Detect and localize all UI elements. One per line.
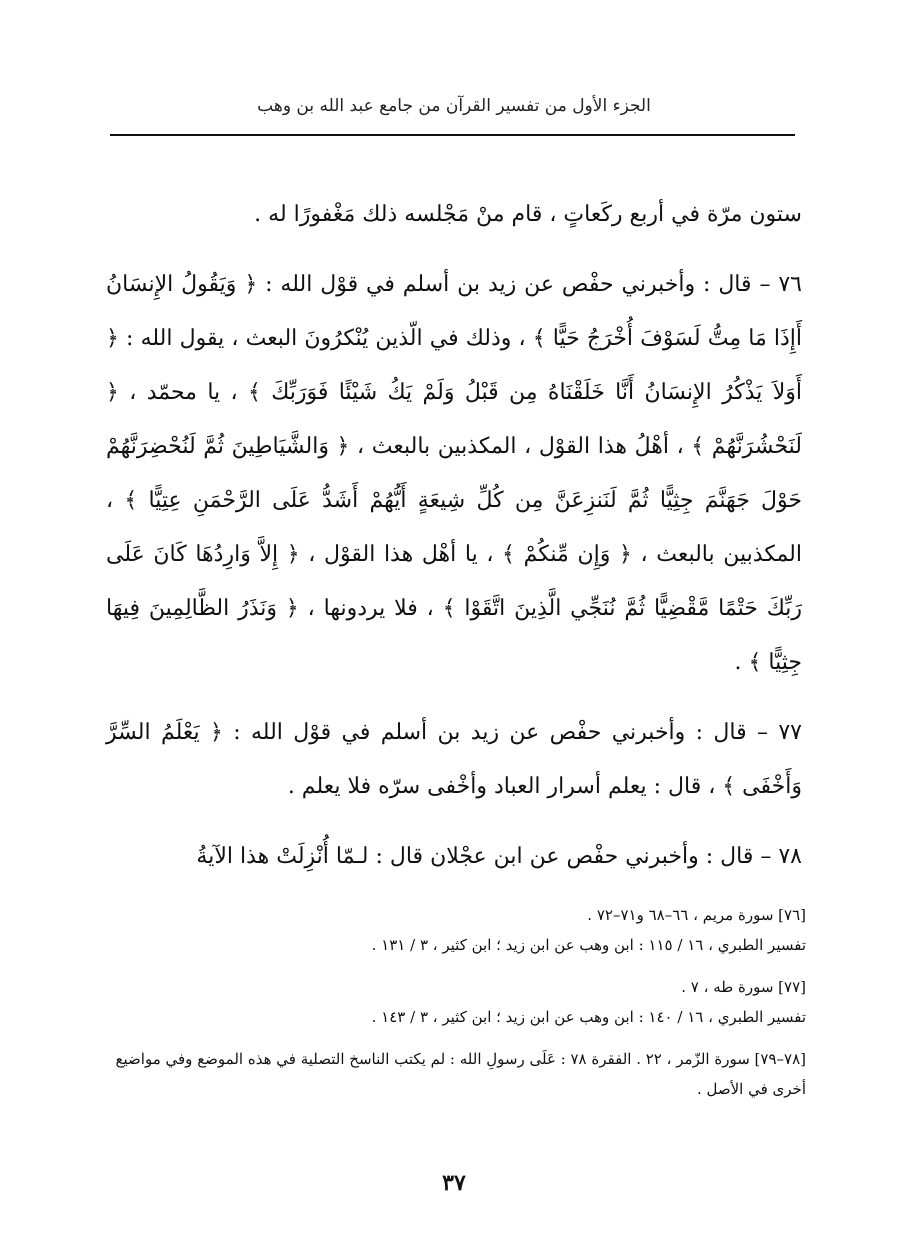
running-header: الجزء الأول من تفسير القرآن من جامع عبد الله بن وهب xyxy=(257,96,651,116)
footnote-line: [٧٧] سورة طه ، ٧ . xyxy=(681,978,806,996)
footnote-76 xyxy=(108,900,806,960)
footnotes xyxy=(108,900,806,1116)
page-number: ٣٧ xyxy=(442,1170,466,1196)
main-text xyxy=(106,188,802,900)
footnote-line: تفسير الطبري ، ١٦ / ١١٥ : ابن وهب عن ابن زيد ؛ ابن كثير ، ٣ / ١٣١ . xyxy=(371,936,806,954)
header-divider xyxy=(110,134,795,136)
paragraph-continuation: ستون مرّة في أربع ركَعاتٍ ، قام منْ مَجْلسه ذلك مَغْفورًا له . xyxy=(254,202,802,227)
paragraph-78: ٧٨ – قال : وأخبرني حفْص عن ابن عجْلان قال : لـمّا أُنْزِلَتْ هذا الآيةُ xyxy=(196,844,802,869)
footnote-line: [٧٨–٧٩] سورة الزّمر ، ٢٢ . الفقرة ٧٨ : عَلَى رسولِ الله : لم يكتب الناسخ التصلية في هذه الموضع وفي مواضيع أخرى في الأصل . xyxy=(115,1050,806,1098)
paragraph-76: ٧٦ – قال : وأخبرني حفْص عن زيد بن أسلم في قوْل الله : ﴿ وَيَقُولُ الإِنسَانُ أَإِذَا مَا مِتُّ لَسَوْفَ أُخْرَجُ حَيًّا ﴾ ، وذلك في الّذين يُنْكرُونَ البعث ، يقول الله : ﴿ أَوَلاَ يَذْكُرُ الإِنسَانُ أَنَّا خَلَقْنَاهُ مِن قَبْلُ وَلَمْ يَكُ شَيْئًا فَوَرَبِّكَ ﴾ ، يا محمّد ، ﴿ لَنَحْشُرَنَّهُمْ ﴾ ، أهْلُ هذا القوْل ، المكذبين بالبعث ، ﴿ وَالشَّيَاطِينَ ثُمَّ لَنُحْضِرَنَّهُمْ حَوْلَ جَهَنَّمَ جِثِيًّا ثُمَّ لَنَنزِعَنَّ مِن كُلِّ شِيعَةٍ أَيُّهُمْ أَشَدُّ عَلَى الرَّحْمَنِ عِتِيًّا ﴾ ، المكذبين بالبعث ، ﴿ وَإِن مِّنكُمْ ﴾ ، يا أهْل هذا القوْل ، ﴿ إِلاَّ وَارِدُهَا كَانَ عَلَى رَبِّكَ حَتْمًا مَّقْضِيًّا ثُمَّ نُنَجِّي الَّذِينَ اتَّقَوْا ﴾ ، فلا يردونها ، ﴿ وَنَذَرُ الظَّالِمِينَ فِيهَا جِثِيًّا ﴾ . xyxy=(106,272,802,675)
footnote-line: [٧٦] سورة مريم ، ٦٦–٦٨ و٧١–٧٢ . xyxy=(587,906,806,924)
footnote-77 xyxy=(108,972,806,1032)
footnote-line: تفسير الطبري ، ١٦ / ١٤٠ : ابن وهب عن ابن زيد ؛ ابن كثير ، ٣ / ١٤٣ . xyxy=(371,1008,806,1026)
paragraph-77: ٧٧ – قال : وأخبرني حفْص عن زيد بن أسلم في قوْل الله : ﴿ يَعْلَمُ السِّرَّ وَأَخْفَى ﴾ ، قال : يعلم أسرار العباد وأخْفى سرّه فلا يعلم . xyxy=(106,720,802,799)
footnote-78-79 xyxy=(108,1044,806,1104)
